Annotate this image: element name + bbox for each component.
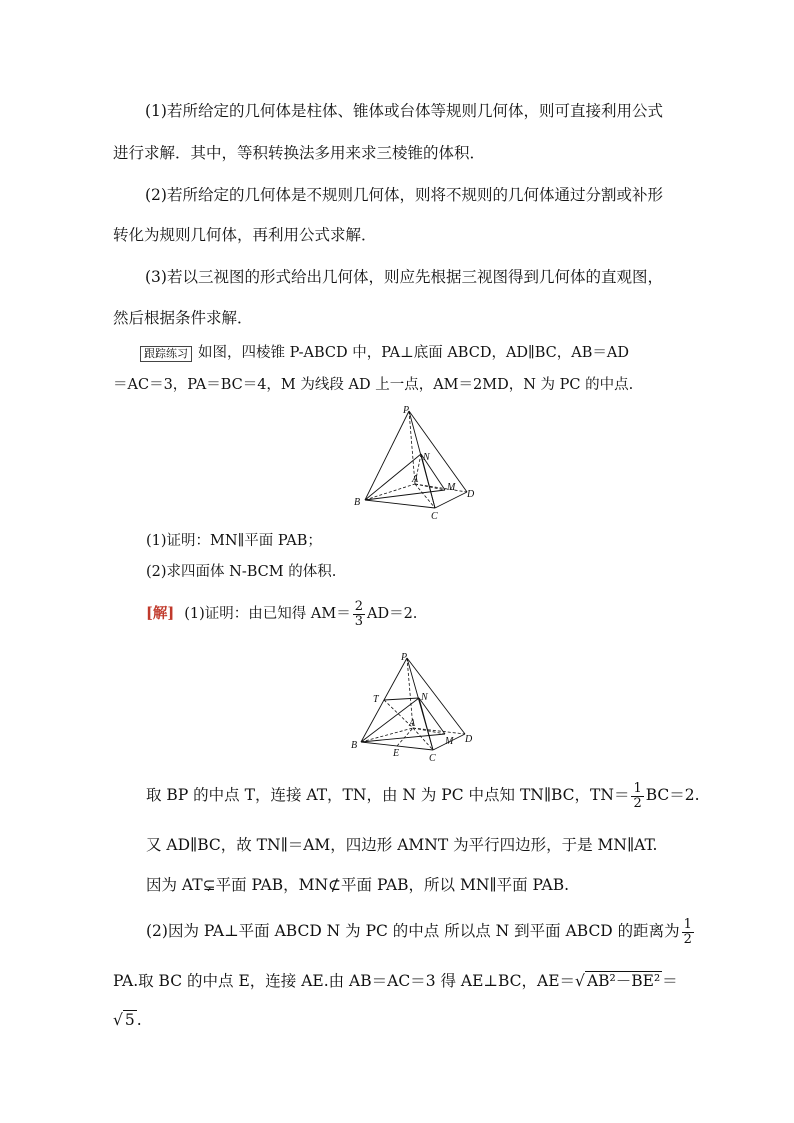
solution-s1-pre: (1)证明：由已知得 AM＝ [184, 606, 351, 622]
solution-line7 [113, 1008, 142, 1032]
solution-line2 [146, 778, 700, 812]
solution-s1-post: AD＝2. [366, 606, 418, 622]
fig1-label-M: M [447, 482, 456, 493]
pyramid-figure-2 [345, 650, 480, 765]
summary-item3-line2: 然后根据条件求解． [113, 309, 253, 327]
summary-item1-line2: 进行求解．其中，等积转换法多用来求三棱锥的体积． [113, 144, 486, 162]
fraction-1-2-a [631, 782, 643, 811]
solution-s6-post: ＝ [662, 972, 678, 990]
fraction-1-2-b [682, 918, 694, 947]
sqrt-radicand-2: 5 [124, 1011, 135, 1029]
fig1-label-P: P [403, 405, 410, 416]
fig2-label-B: B [351, 740, 358, 751]
fig1-label-D: D [467, 489, 475, 500]
sqrt-sign: √ [575, 972, 585, 990]
exercise-text-1: 如图，四棱锥 P-ABCD 中，PA⊥底面 ABCD，AD∥BC，AB＝AD [198, 345, 629, 361]
fig1-label-C: C [431, 511, 438, 522]
sqrt-sign-2: √ [113, 1011, 123, 1029]
exercise-line1 [140, 342, 629, 364]
exercise-tag: 跟踪练习 [140, 346, 192, 362]
solution-tag: [解] [146, 605, 175, 622]
sqrt-radicand: AB²－BE² [586, 972, 661, 990]
frac-num: 1 [683, 916, 692, 932]
frac-num: 2 [354, 598, 363, 614]
summary-item2-line2: 转化为规则几何体，再利用公式求解． [113, 226, 377, 244]
solution-s2-post: BC＝2. [645, 786, 700, 804]
question-1: (1)证明：MN∥平面 PAB； [146, 533, 322, 549]
fig1-label-B: B [354, 497, 361, 508]
solution-line5 [146, 914, 696, 948]
fig2-label-N: N [421, 692, 428, 703]
fig2-label-E: E [393, 748, 400, 759]
fig2-label-M: M [445, 736, 454, 747]
fig2-label-P: P [401, 652, 408, 663]
solution-s7-post: . [136, 1011, 142, 1029]
frac-den: 2 [683, 931, 692, 947]
frac-den: 3 [354, 613, 363, 629]
solution-line1 [146, 597, 417, 631]
fig2-label-C: C [429, 753, 436, 764]
fig1-label-A: A [412, 474, 419, 485]
fig2-label-T: T [373, 694, 379, 705]
solution-s6-pre: PA.取 BC 的中点 E，连接 AE.由 AB＝AC＝3 得 AE⊥BC，AE＝ [113, 972, 576, 990]
frac-den: 2 [633, 795, 642, 811]
fig1-label-N: N [423, 452, 430, 463]
summary-item2-line1: (2)若所给定的几何体是不规则几何体，则将不规则的几何体通过分割或补形 [145, 186, 663, 204]
question-2: (2)求四面体 N-BCM 的体积. [146, 564, 337, 580]
solution-line6 [113, 969, 678, 993]
frac-num: 1 [633, 780, 642, 796]
exercise-line2: ＝AC＝3，PA＝BC＝4，M 为线段 AD 上一点，AM＝2MD，N 为 PC 的中点. [113, 377, 634, 393]
solution-line4: 因为 AT⊊平面 PAB，MN⊄平面 PAB，所以 MN∥平面 PAB. [146, 876, 570, 894]
fraction-2-3 [353, 600, 365, 629]
fig2-label-A: A [409, 718, 416, 729]
summary-item1-line1: (1)若所给定的几何体是柱体、锥体或台体等规则几何体，则可直接利用公式 [145, 102, 663, 120]
summary-item3-line1: (3)若以三视图的形式给出几何体，则应先根据三视图得到几何体的直观图， [145, 268, 663, 286]
solution-s2-pre: 取 BP 的中点 T，连接 AT，TN，由 N 为 PC 中点知 TN∥BC，TN＝ [146, 786, 630, 804]
fig2-label-D: D [465, 734, 473, 745]
solution-s5-pre: (2)因为 PA⊥平面 ABCD N 为 PC 的中点 所以点 N 到平面 ABCD 的距离为 [146, 922, 680, 940]
solution-line3: 又 AD∥BC，故 TN∥＝AM，四边形 AMNT 为平行四边形，于是 MN∥AT. [146, 836, 658, 854]
pyramid-figure-1 [345, 402, 480, 522]
